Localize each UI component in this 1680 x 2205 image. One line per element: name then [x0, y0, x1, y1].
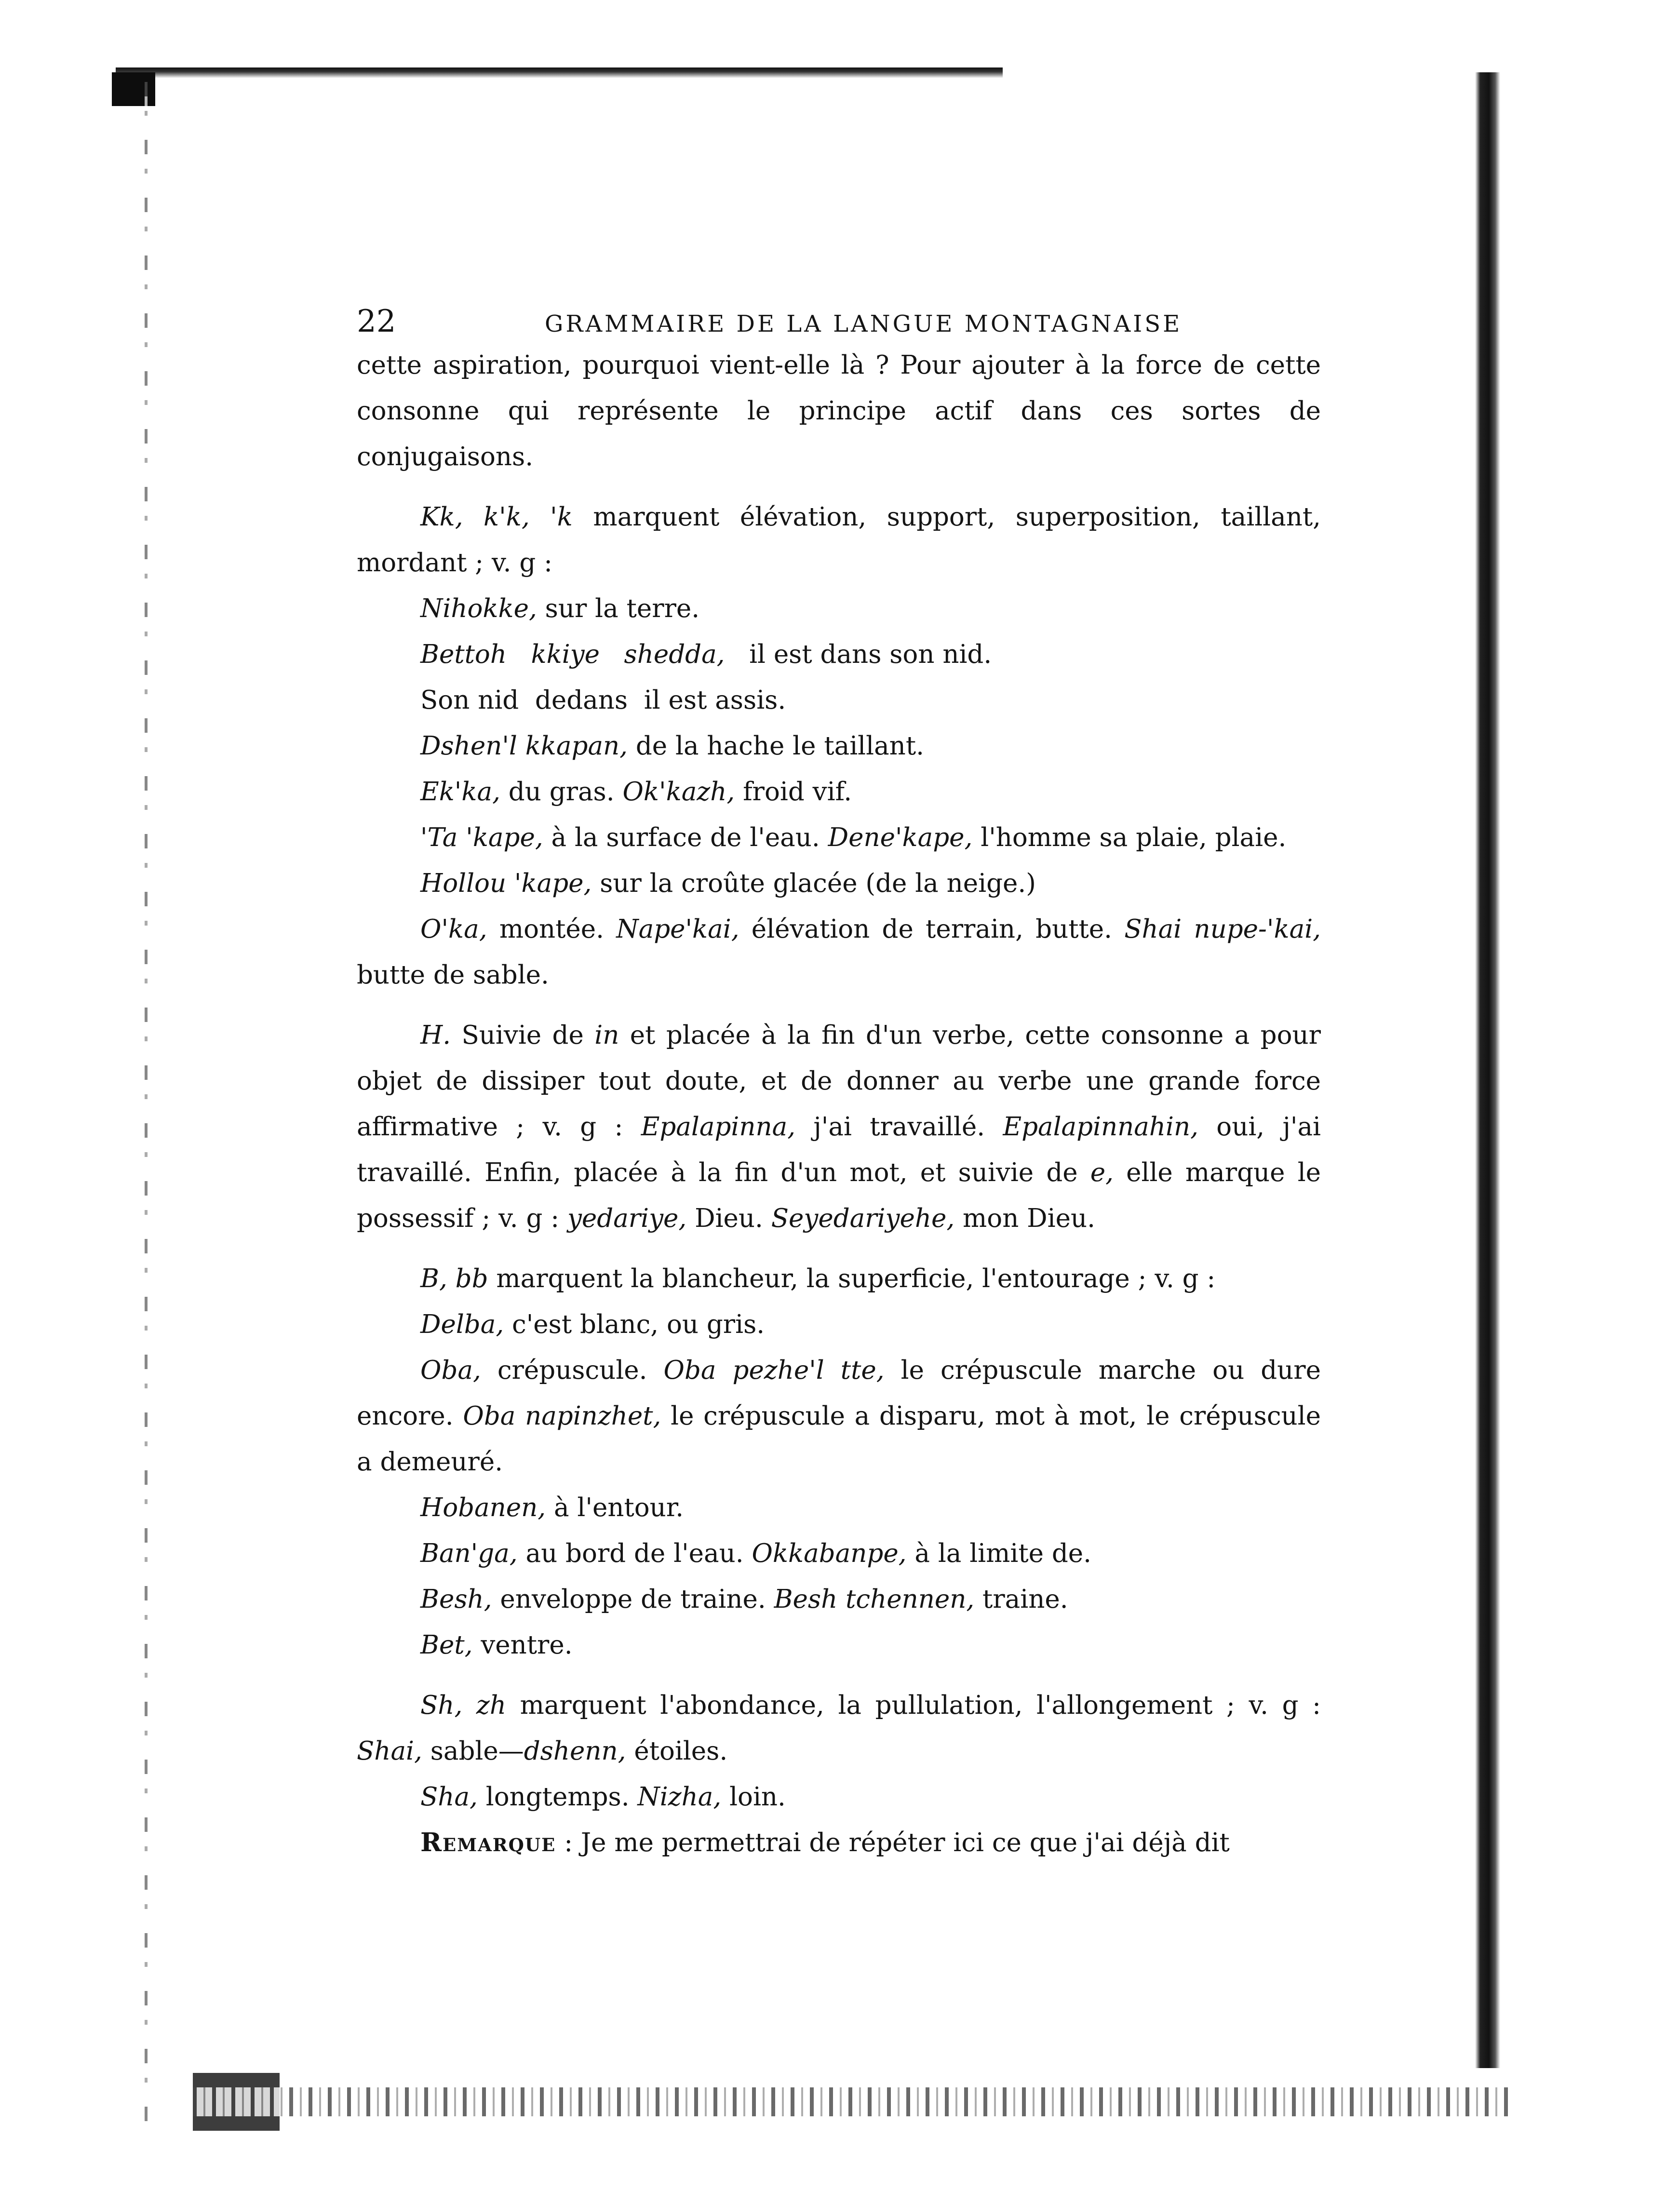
term: Seyedariyehe, — [771, 1204, 955, 1233]
remark-line — [357, 1820, 1321, 1866]
term: O'ka, — [420, 914, 487, 944]
text: étoiles. — [626, 1736, 728, 1766]
text: ventre. — [472, 1630, 573, 1660]
term: Shai, — [357, 1736, 422, 1766]
text: il est dans son nid. — [725, 640, 992, 669]
example-line — [357, 1302, 1321, 1347]
page-number: 22 — [357, 304, 396, 339]
term: B, bb — [420, 1264, 488, 1293]
text: oui, j'ai travaillé. Enfin, placée à la fin d'un mot, et suivie de — [357, 1112, 1321, 1187]
paragraph-aspiration: cette aspiration, pourquoi vient-elle là ? Pour ajouter à la force de cette consonne qui représente le principe actif dans ces sortes de conjugaisons. — [357, 350, 1321, 471]
text: l'homme sa plaie, plaie. — [972, 823, 1287, 852]
text: du gras. — [500, 777, 623, 807]
text: sur la terre. — [537, 594, 700, 623]
paragraph-b — [357, 1256, 1321, 1302]
term: Okkabanpe, — [752, 1539, 907, 1568]
term: Sh, zh — [420, 1691, 506, 1720]
example-line — [357, 1485, 1321, 1531]
term: Ek'ka, — [420, 777, 500, 807]
term: Nape'kai, — [616, 914, 739, 944]
example-line — [357, 723, 1321, 769]
page-header — [357, 289, 1321, 342]
text: élévation de terrain, butte. — [739, 914, 1125, 944]
text: sur la croûte glacée (de la neige.) — [591, 869, 1036, 898]
running-head: GRAMMAIRE DE LA LANGUE MONTAGNAISE — [545, 310, 1183, 337]
term: Bet, — [420, 1630, 473, 1660]
term: Hobanen, — [420, 1493, 546, 1522]
text: traine. — [974, 1585, 1068, 1614]
term: Oba pezhe'l tte, — [663, 1356, 885, 1385]
term: Besh tchennen, — [774, 1585, 975, 1614]
term: Hollou 'kape, — [420, 869, 592, 898]
paragraph-h — [357, 1012, 1321, 1241]
page-body — [357, 342, 1321, 1866]
example-line — [357, 769, 1321, 815]
example-line — [357, 632, 1321, 677]
term: Dene'kape, — [828, 823, 973, 852]
scan-border-bottom — [193, 2087, 1514, 2116]
term: Ban'ga, — [420, 1539, 518, 1568]
text: Dieu. — [686, 1204, 771, 1233]
scan-border-right — [1475, 72, 1500, 2068]
example-line — [357, 1576, 1321, 1622]
text: c'est blanc, ou gris. — [504, 1310, 765, 1339]
scan-corner-top-left — [112, 72, 155, 106]
term: 'Ta 'kape, — [420, 823, 543, 852]
term: in — [594, 1021, 619, 1050]
text: longtemps. — [477, 1782, 638, 1812]
text: et placée à la fin d'un verbe, cette consonne a pour objet de dissiper tout doute, et de donner au verbe une grande force affirmative ; v. g : — [357, 1021, 1321, 1142]
term: dshenn, — [524, 1736, 626, 1766]
paragraph-sh — [357, 1682, 1321, 1774]
term: Bettoh kkiye shedda, — [420, 640, 725, 669]
term: Dshen'l kkapan, — [420, 731, 628, 761]
term: Ok'kazh, — [622, 777, 735, 807]
remark-label: Remarque — [420, 1828, 556, 1857]
term: Nihokke, — [420, 594, 537, 623]
text: au bord de l'eau. — [517, 1539, 752, 1568]
text: le crépuscule a disparu, mot à mot, le crépuscule a demeuré. — [357, 1401, 1321, 1477]
text: marquent la blancheur, la superficie, l'entourage ; v. g : — [488, 1264, 1216, 1293]
text: marquent élévation, support, superposition, taillant, mordant ; v. g : — [357, 502, 1321, 578]
text: j'ai travaillé. — [795, 1112, 1003, 1142]
term: H. — [420, 1021, 451, 1050]
paragraph-kk — [357, 494, 1321, 586]
term: e, — [1090, 1158, 1114, 1187]
book-page — [357, 289, 1321, 1866]
example-line — [357, 1347, 1321, 1485]
term: Shai nupe-'kai, — [1124, 914, 1321, 944]
example-line — [357, 677, 1321, 723]
scan-border-left — [145, 82, 148, 2131]
example-line — [357, 860, 1321, 906]
term: Oba napinzhet, — [463, 1401, 661, 1431]
text: à l'entour. — [546, 1493, 684, 1522]
text: butte de sable. — [357, 960, 549, 990]
remark-text: : Je me permettrai de répéter ici ce que j'ai déjà dit — [556, 1828, 1230, 1857]
term: Epalapinna, — [641, 1112, 796, 1142]
term: yedariye, — [567, 1204, 687, 1233]
term: Oba, — [420, 1356, 481, 1385]
text: loin. — [721, 1782, 786, 1812]
example-line — [357, 906, 1321, 998]
term: Epalapinnahin, — [1003, 1112, 1198, 1142]
example-line — [357, 1774, 1321, 1820]
text: mon Dieu. — [954, 1204, 1095, 1233]
example-line — [357, 1622, 1321, 1668]
scan-border-top — [116, 67, 1003, 78]
text: Suivie de — [451, 1021, 595, 1050]
term: Delba, — [420, 1310, 504, 1339]
text: marquent l'abondance, la pullulation, l'allongement ; v. g : — [506, 1691, 1321, 1720]
text: le crépuscule marche ou dure encore. — [357, 1356, 1321, 1431]
text: elle marque le possessif ; v. g : — [357, 1158, 1321, 1233]
text: Son nid dedans il est assis. — [420, 686, 786, 715]
text: de la hache le taillant. — [628, 731, 924, 761]
text: froid vif. — [735, 777, 852, 807]
text: montée. — [487, 914, 617, 944]
term: Nizha, — [637, 1782, 722, 1812]
example-line — [357, 1531, 1321, 1576]
term: Kk, k'k, 'k — [420, 502, 573, 532]
text: à la surface de l'eau. — [543, 823, 828, 852]
text: à la limite de. — [906, 1539, 1091, 1568]
term: Sha, — [420, 1782, 478, 1812]
text: sable— — [422, 1736, 524, 1766]
text: crépuscule. — [481, 1356, 664, 1385]
example-line — [357, 815, 1321, 860]
text: enveloppe de traine. — [492, 1585, 774, 1614]
term: Besh, — [420, 1585, 492, 1614]
example-line — [357, 586, 1321, 632]
